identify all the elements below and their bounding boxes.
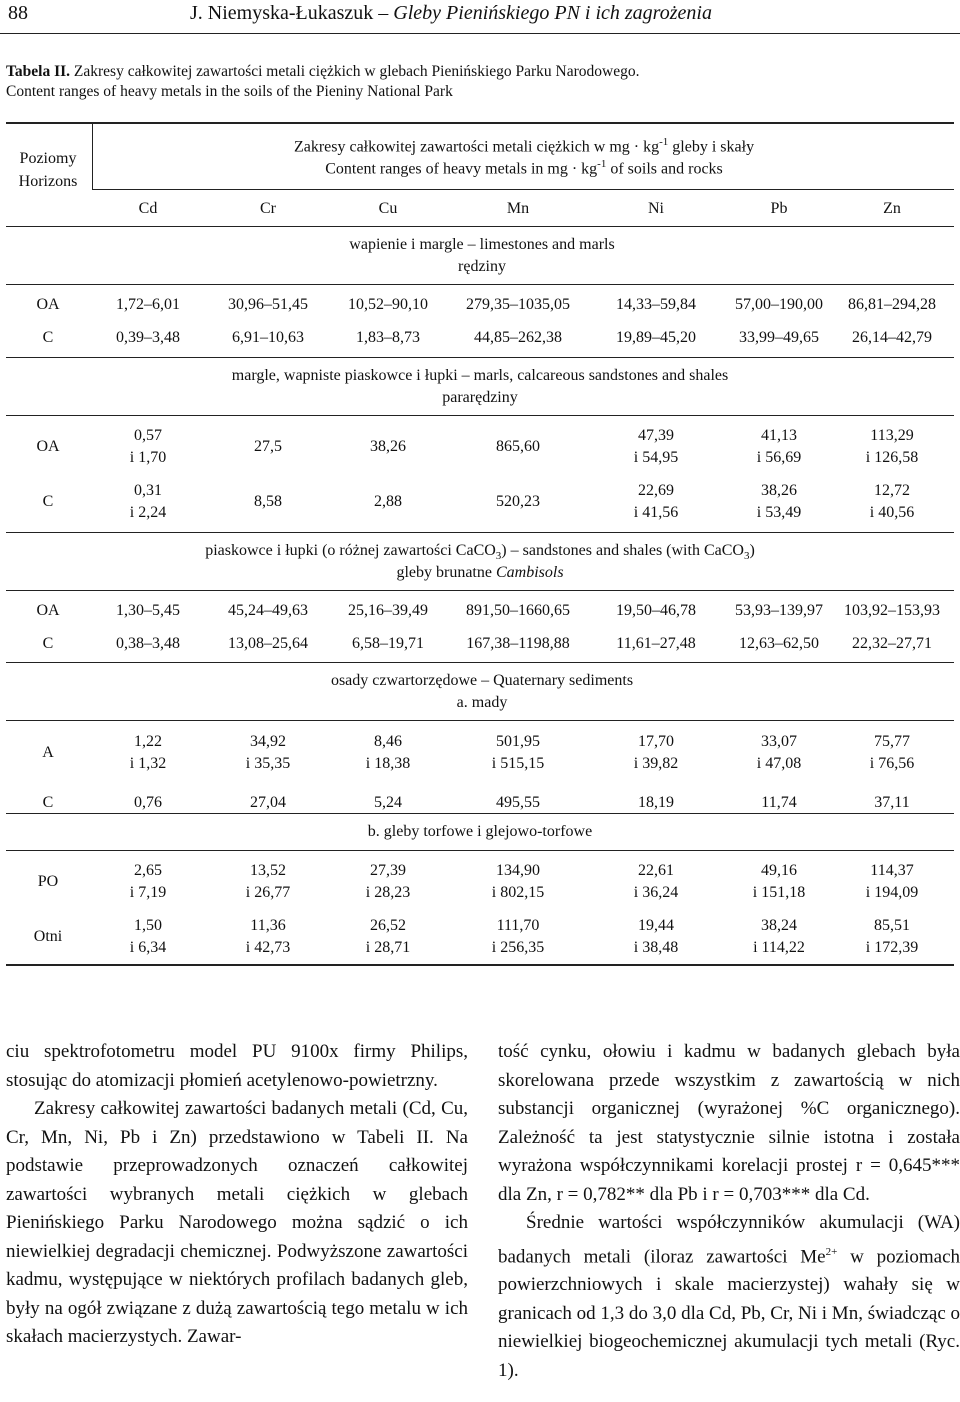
table-cell: 34,92 i 35,35: [245, 733, 291, 772]
paragraph: Średnie wartości współczynników akumulacji (WA) badanych metali (iloraz zawartości $Me^{2+}$ w poziomach powierzchniowych i skale macierzystej) wahały się w granicach od 1,3 do 3,0 dla Cd, Pb, Cr, Ni i Mn, świadcząc o niewielkiej biogeochemicznej akumulacji tych metali (Ryc. 1).: [498, 1212, 960, 1381]
horizon-label: A: [42, 744, 54, 761]
metal-header: Mn: [506, 200, 530, 217]
metal-header: Cd: [138, 200, 158, 217]
table-cell: 33,99–49,65: [739, 329, 819, 346]
horizon-label: OA: [36, 602, 60, 619]
text-column-left: [6, 1038, 468, 1352]
paragraph: tość cynku, ołowiu i kadmu w badanych glebach była skorelowana przede wszystkim z zawartością w nich substancji organicznej (wyrażonej %C organicznego). Zależność ta jest statystycznie silnie istotna i została wyrażona współczynnikami korelacji prostej r = 0,645*** dla Zn, r = 0,782** dla Pb i r = 0,703*** dla Cd.: [498, 1041, 960, 1205]
table-cell: 0,31 i 2,24: [129, 482, 167, 521]
text-column-right: [498, 1038, 960, 1385]
table-cell: 19,50–46,78: [616, 602, 696, 619]
table-cell: 111,70 i 256,35: [491, 917, 545, 956]
table-cell: 13,08–25,64: [228, 635, 308, 652]
table-cell: 1,72–6,01: [116, 296, 180, 313]
table-cell: 2,65 i 7,19: [129, 862, 167, 901]
table-caption: [6, 62, 639, 102]
running-title: [190, 2, 712, 25]
table-cell: 501,95 i 515,15: [491, 733, 545, 772]
caption-label: Tabela II.: [6, 63, 71, 80]
table-cell: 14,33–59,84: [616, 296, 696, 313]
section4-subtitle: a. mady: [456, 694, 508, 711]
table-cell: 41,13 i 56,69: [756, 427, 802, 466]
section2-end-rule: [6, 532, 954, 533]
table-cell: 134,90 i 802,15: [491, 862, 545, 901]
table-cell: 85,51 i 172,39: [865, 917, 919, 956]
table-cell: 19,89–45,20: [616, 329, 696, 346]
table-cell: 12,63–62,50: [739, 635, 819, 652]
table-cell: 47,39 i 54,95: [633, 427, 679, 466]
header-rule: [0, 33, 960, 34]
table-cell: 6,58–19,71: [352, 635, 424, 652]
section4-title: osady czwartorzędowe – Quaternary sediments: [330, 672, 634, 689]
horizon-label: Otni: [33, 928, 63, 945]
table-cell: 8,46 i 18,38: [365, 733, 411, 772]
table-cell: 6,91–10,63: [232, 329, 304, 346]
range-rule: [92, 189, 954, 190]
range-header-en: Content ranges of heavy metals in mg · $kg^{-1}$ of soils and rocks: [325, 158, 723, 178]
caption-pl: Zakresy całkowitej zawartości metali ciężkich w glebach Pienińskiego Parku Narodowego.: [73, 63, 640, 80]
table-cell: 44,85–262,38: [474, 329, 562, 346]
horizon-label: C: [42, 329, 54, 346]
table-cell: 865,60: [496, 438, 540, 455]
authors: J. Niemyska-Łukaszuk –: [190, 2, 389, 24]
table-cell: 22,61 i 36,24: [633, 862, 679, 901]
table-cell: 38,26 i 53,49: [756, 482, 802, 521]
horizon-label: OA: [36, 296, 60, 313]
horizon-label: C: [42, 794, 54, 811]
metal-header: Ni: [648, 200, 664, 217]
section1-end-rule: [6, 357, 954, 358]
table-cell: 37,11: [874, 794, 910, 811]
section5-subtitle: b. gleby torfowe i glejowo-torfowe: [367, 823, 593, 840]
table-cell: 1,83–8,73: [356, 329, 420, 346]
section1-title: wapienie i margle – limestones and marls: [349, 236, 615, 253]
table-cell: 33,07 i 47,08: [756, 733, 802, 772]
journal-title: Gleby Pienińskiego PN i ich zagrożenia: [393, 2, 712, 24]
table-cell: 13,52 i 26,77: [245, 862, 291, 901]
table-cell: 10,52–90,10: [348, 296, 428, 313]
horizon-label: OA: [36, 438, 60, 455]
table-cell: 53,93–139,97: [735, 602, 823, 619]
table-cell: 114,37 i 194,09: [865, 862, 919, 901]
table-cell: 27,5: [254, 438, 282, 455]
table-cell: 1,30–5,45: [116, 602, 180, 619]
table-cell: 2,88: [374, 493, 402, 510]
table-top-rule: [6, 122, 954, 124]
table-cell: 5,24: [374, 794, 402, 811]
table-cell: 495,55: [496, 794, 540, 811]
table-cell: 113,29 i 126,58: [865, 427, 919, 466]
horizon-label: C: [42, 635, 54, 652]
table-cell: 0,57 i 1,70: [129, 427, 167, 466]
table-cell: 38,26: [370, 438, 406, 455]
range-header-pl: Zakresy całkowitej zawartości metali ciężkich w mg · $kg^{-1}$ gleby i skały: [293, 136, 755, 156]
paragraph: ciu spektrofotometru model PU 9100x firmy Philips, stosując do atomizacji płomień acetylenowo-powietrzny.: [6, 1041, 468, 1091]
table-cell: 75,77 i 76,56: [869, 733, 915, 772]
table-cell: 11,36 i 42,73: [245, 917, 291, 956]
table-cell: 8,58: [254, 493, 282, 510]
caption-en: Content ranges of heavy metals in the soils of the Pieniny National Park: [6, 83, 453, 100]
table-cell: 891,50–1660,65: [466, 602, 570, 619]
table-cell: 49,16 i 151,18: [752, 862, 806, 901]
table-cell: 12,72 i 40,56: [869, 482, 915, 521]
table-cell: 11,61–27,48: [616, 635, 696, 652]
table-cell: 520,23: [496, 493, 540, 510]
table-cell: 25,16–39,49: [348, 602, 428, 619]
section3-rule: [6, 590, 954, 591]
horizon-label: C: [42, 493, 54, 510]
table-cell: 18,19: [638, 794, 674, 811]
table-cell: 57,00–190,00: [735, 296, 823, 313]
table-cell: 279,35–1035,05: [466, 296, 570, 313]
section3-title: piaskowce i łupki (o różnej zawartości CaCO$_3$) – sandstones and shales (with CaCO$_3$): [205, 542, 755, 563]
table-cell: 1,22 i 1,32: [129, 733, 167, 772]
horizon-label: PO: [37, 873, 59, 890]
table-cell: 0,76: [134, 794, 162, 811]
page-number: 88: [8, 2, 28, 24]
metal-header-rule: [6, 226, 954, 227]
section1-rule: [6, 284, 954, 285]
table-cell: 22,32–27,71: [852, 635, 932, 652]
table-cell: 167,38–1198,88: [466, 635, 570, 652]
metal-header: Cr: [260, 200, 276, 217]
section3-end-rule: [6, 662, 954, 663]
metal-header: Pb: [770, 200, 788, 217]
section4-end-rule: [6, 813, 954, 814]
running-header: [0, 0, 960, 28]
section2-title: margle, wapniste piaskowce i łupki – marls, calcareous sandstones and shales: [231, 367, 729, 384]
table-cell: 26,14–42,79: [852, 329, 932, 346]
metal-header: Zn: [883, 200, 901, 217]
table-cell: 27,04: [250, 794, 286, 811]
table-bottom-rule: [6, 964, 954, 966]
header-divider: [92, 123, 93, 189]
horizons-en: Horizons: [18, 173, 78, 190]
table-cell: 45,24–49,63: [228, 602, 308, 619]
table-cell: 27,39 i 28,23: [365, 862, 411, 901]
table-cell: 19,44 i 38,48: [633, 917, 679, 956]
table-cell: 11,74: [761, 794, 797, 811]
section3-subtitle: gleby brunatne Cambisols: [396, 564, 564, 581]
section5-rule: [6, 850, 954, 851]
table-cell: 0,39–3,48: [116, 329, 180, 346]
section2-subtitle: pararędziny: [442, 389, 518, 406]
table-cell: 30,96–51,45: [228, 296, 308, 313]
table-cell: 26,52 i 28,71: [365, 917, 411, 956]
table-cell: 38,24 i 114,22: [753, 917, 805, 956]
table-cell: 1,50 i 6,34: [129, 917, 167, 956]
table-cell: 103,92–153,93: [844, 602, 940, 619]
table-cell: 22,69 i 41,56: [633, 482, 679, 521]
section1-subtitle: rędziny: [458, 258, 506, 275]
horizons-pl: Poziomy: [19, 150, 77, 167]
table-cell: 0,38–3,48: [116, 635, 180, 652]
section4-rule: [6, 720, 954, 721]
paragraph: Zakresy całkowitej zawartości badanych metali (Cd, Cu, Cr, Mn, Ni, Pb i Zn) przedstawiono w Tabeli II. Na podstawie przeprowadzonych oznaczeń całkowitej zawartości wybranych metali ciężkich w glebach Pienińskiego Parku Narodowego można sądzić o ich niewielkiej degradacji chemicznej. Podwyższone zawartości kadmu, występujące w niektórych profilach badanych gleb, były na ogół związane z dużą zawartością tego metalu w ich skałach macierzystych. Zawar-: [6, 1098, 468, 1347]
table-cell: 86,81–294,28: [848, 296, 936, 313]
table-cell: 17,70 i 39,82: [633, 733, 679, 772]
section2-rule: [6, 415, 954, 416]
metal-header: Cu: [378, 200, 398, 217]
